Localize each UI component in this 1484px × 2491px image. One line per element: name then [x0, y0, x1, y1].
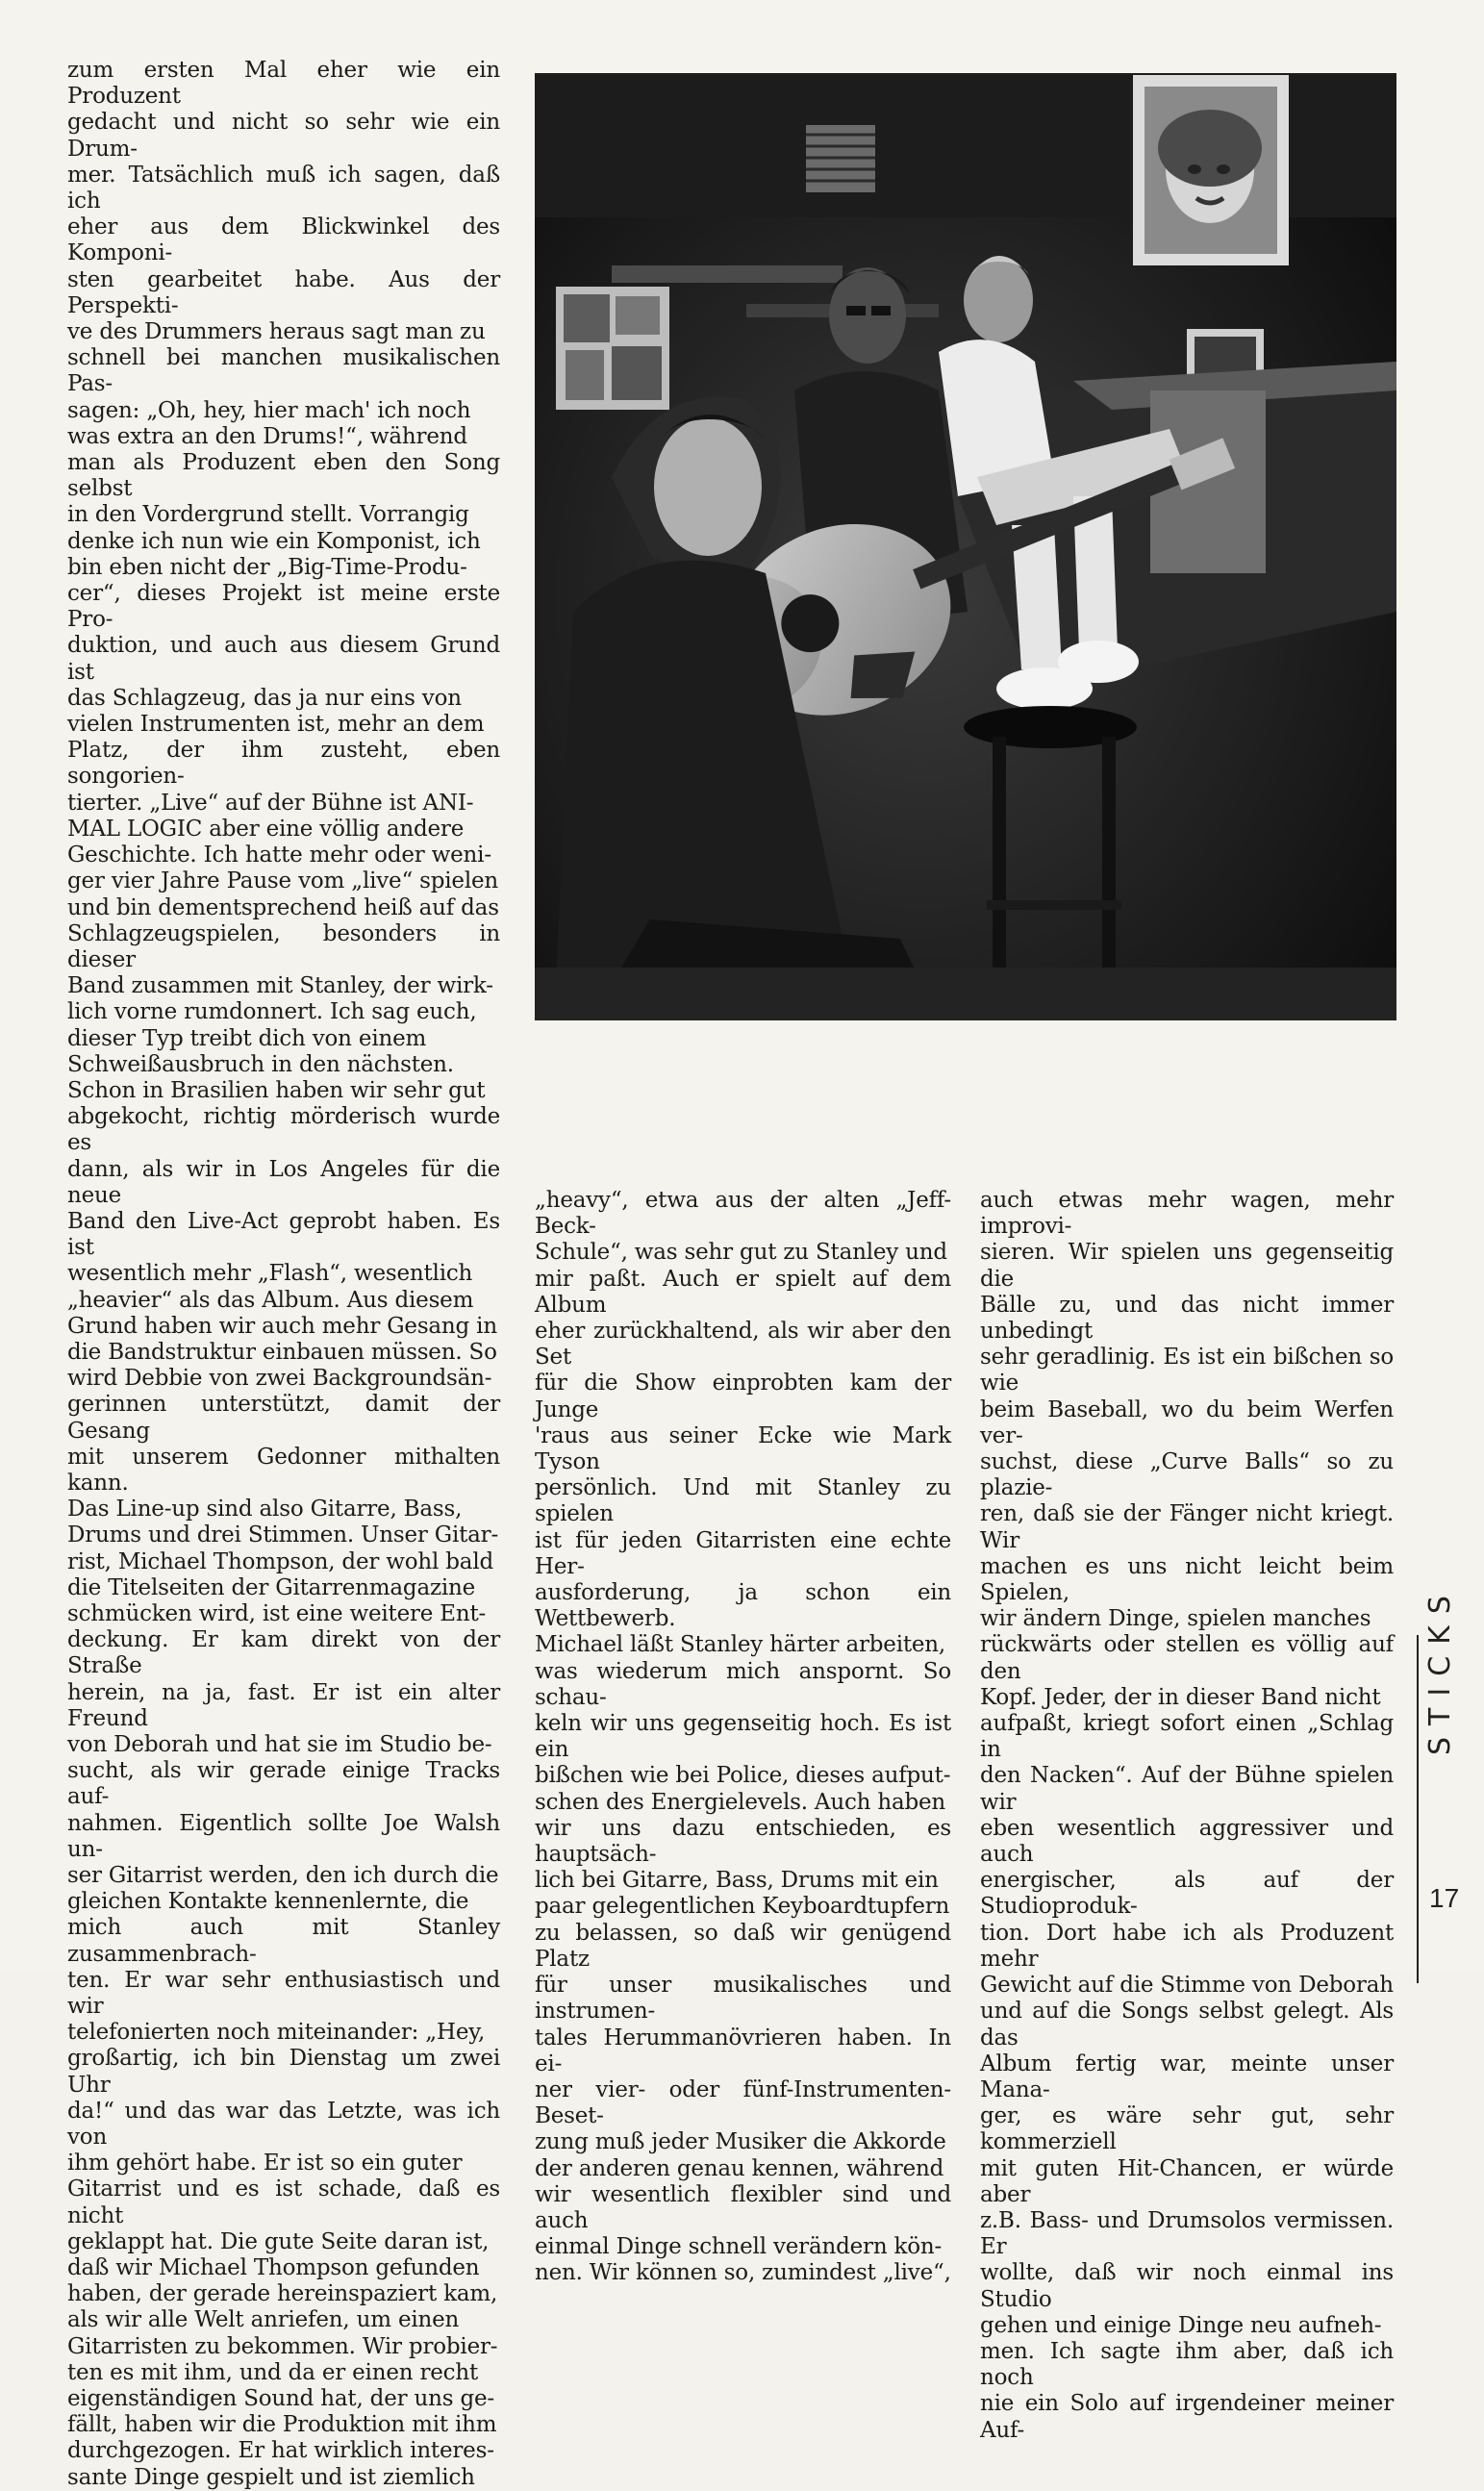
band-photo-illustration: [535, 73, 1396, 1020]
page-number: 17: [1429, 1883, 1460, 1913]
band-photo: [535, 73, 1396, 1020]
text-column-1: zum ersten Mal eher wie ein Produzent gedacht und nicht so sehr wie ein Drum- mer. Tatsächlich muß ich sagen, daß ich eher aus dem Blickwinkel des Komponi- sten gearbeitet habe. Aus der Perspekti- ve des Drummers heraus sagt man zu schnell bei manchen musikalischen Pas- sagen: „Oh, hey, hier mach' ich noch was extra an den Drums!“, während man als Produzent eben den Song selbst in den Vordergrund stellt. Vorrangig denke ich nun wie ein Komponist, ich bin eben nicht der „Big-Time-Produ- cer“, dieses Projekt ist meine erste Pro- duktion, und auch aus diesem Grund ist das Schlagzeug, das ja nur eins von vielen Instrumenten ist, mehr an dem Platz, der ihm zusteht, eben songorien- tierter. „Live“ auf der Bühne ist ANI- MAL LOGIC aber eine völlig andere Geschichte. Ich hatte mehr oder weni- ger vier Jahre Pause vom „live“ spielen und bin dementsprechend heiß auf das Schlagzeugspielen, besonders in dieser Band zusammen mit Stanley, der wirk- lich vorne rumdonnert. Ich sag euch, dieser Typ treibt dich von einem Schweißausbruch in den nächsten. Schon in Brasilien haben wir sehr gut abgekocht, richtig mörderisch wurde es dann, als wir in Los Angeles für die neue Band den Live-Act geprobt haben. Es ist wesentlich mehr „Flash“, wesentlich „heavier“ als das Album. Aus diesem Grund haben wir auch mehr Gesang in die Bandstruktur einbauen müssen. So wird Debbie von zwei Backgroundsän- gerinnen unterstützt, damit der Gesang mit unserem Gedonner mithalten kann. Das Line-up sind also Gitarre, Bass, Drums und drei Stimmen. Unser Gitar- rist, Michael Thompson, der wohl bald die Titelseiten der Gitarrenmagazine schmücken wird, ist eine weitere Ent- deckung. Er kam direkt von der Straße herein, na ja, fast. Er ist ein alter Freund von Deborah und hat sie im Studio be- sucht, als wir gerade einige Tracks auf- nahmen. Eigentlich sollte Joe Walsh un- ser Gitarrist werden, den ich durch die gleichen Kontakte kennenlernte, die mich auch mit Stanley zusammenbrach- ten. Er war sehr enthusiastisch und wir telefonierten noch miteinander: „Hey, großartig, ich bin Dienstag um zwei Uhr da!“ und das war das Letzte, was ich von ihm gehört habe. Er ist so ein guter Gitarrist und es ist schade, daß es nicht geklappt hat. Die gute Seite daran ist, daß wir Michael Thompson gefunden haben, der gerade hereinspaziert kam, als wir alle Welt anriefen, um einen Gitarristen zu bekommen. Wir probier- ten es mit ihm, und da er einen recht eigenständigen Sound hat, der uns ge- fällt, haben wir die Produktion mit ihm durchgezogen. Er hat wirklich interes- sante Dinge gespielt und ist ziemlich: [67, 58, 500, 2490]
text-column-2: „heavy“, etwa aus der alten „Jeff-Beck- Schule“, was sehr gut zu Stanley und mir paßt. Auch er spielt auf dem Album eher zurückhaltend, als wir aber den Set für die Show einprobten kam der Junge 'raus aus seiner Ecke wie Mark Tyson persönlich. Und mit Stanley zu spielen ist für jeden Gitarristen eine echte Her- ausforderung, ja schon ein Wettbewerb. Michael läßt Stanley härter arbeiten, was wiederum mich anspornt. So schau- keln wir uns gegenseitig hoch. Es ist ein bißchen wie bei Police, dieses aufput- schen des Energielevels. Auch haben wir uns dazu entschieden, es hauptsäch- lich bei Gitarre, Bass, Drums mit ein paar gelegentlichen Keyboardtupfern zu belassen, so daß wir genügend Platz für unser musikalisches und instrumen- tales Herummanövrieren haben. In ei- ner vier- oder fünf-Instrumenten-Beset- zung muß jeder Musiker die Akkorde der anderen genau kennen, während wir wesentlich flexibler sind und auch einmal Dinge schnell verändern kön- nen. Wir können so, zumindest „live“,: [535, 1188, 951, 2286]
text-column-3: auch etwas mehr wagen, mehr improvi- sieren. Wir spielen uns gegenseitig die Bälle zu, und das nicht immer unbedingt sehr geradlinig. Es ist ein bißchen so wie beim Baseball, wo du beim Werfen ver- suchst, diese „Curve Balls“ so zu plazie- ren, daß sie der Fänger nicht kriegt. Wir machen es uns nicht leicht beim Spielen, wir ändern Dinge, spielen manches rückwärts oder stellen es völlig auf den Kopf. Jeder, der in dieser Band nicht aufpaßt, kriegt sofort einen „Schlag in den Nacken“. Auf der Bühne spielen wir eben wesentlich aggressiver und auch energischer, als auf der Studioproduk- tion. Dort habe ich als Produzent mehr Gewicht auf die Stimme von Deborah und auf die Songs selbst gelegt. Als das Album fertig war, meinte unser Mana- ger, es wäre sehr gut, sehr kommerziell mit guten Hit-Chancen, er würde aber z.B. Bass- und Drumsolos vermissen. Er wollte, daß wir noch einmal ins Studio gehen und einige Dinge neu aufneh- men. Ich sagte ihm aber, daß ich noch nie ein Solo auf irgendeiner meiner Auf-: [980, 1188, 1394, 2443]
sidebar-divider: [1417, 1635, 1419, 1983]
magazine-name: STICKS: [1423, 1584, 1457, 1755]
